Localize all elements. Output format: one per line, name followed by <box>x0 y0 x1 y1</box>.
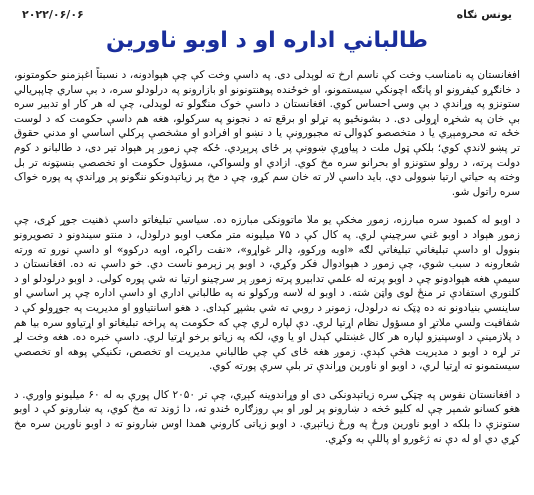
paragraph-2: د اوبو له کمبود سره مبارزه، زموږ مخکې یو ملا ماتوونکی مبارزه ده. سیاسي تبلیغاتو داسې ذهنیت جوړ کړی، چې زموږ هېواد د اوبو غني سرچینې لري. په کال کې د ۷۵ میلیونه متر مکعب اوبو درلودل، د منتو سیندونو د تصویرونو بنوول او داسې تبلیغاتي تبلیغاتي لګه «اوبه ورکوو، ډالر غواړو»، «نفت راکړه، اوبه درکوو» او داسې نورو ته ورته شعارونه د سبب شوي، چې زموږ د هېوادوال فکر وکړي، د اوبو پر زېرمو ناست دي. خو داسې نه ده. افغانستان د سیمې هغه هېوادونو چې د اوبو پرته له علمي تدابیرو پرته زموږ پر سرچینو ارتیا نه شي پوره کولی. د اوبو درلودلو او د کلنوري استفادې تر منځ لوی واټن شته. د اوبو له لاسه ورکولو نه په طالباني اداري او داسې اداره چې پر اساسي او ساینسي بنیادونو نه ده ډټک نه درلودل، زمونږ د روبي ته شي بشپړ کېدای. د هغو اسانتیاوو او مدیریت په جوړولو کې د شفافیت ولسي ملاتړ او مسؤول نظام اړتیا لري. دې لپاره لري چې که حکومت په پراخه تبلیغاتو او اړتیاوو سره بیا هم د پلازمینې د اوسپنیزو لپاره هر کال غښتلي کېدل او یا وي، لکه په زیاتو برخو اړتیا لري. داسې خبره ده. هغه وخت لړ تر لړه د اوبو د مدیریت هڅې کېدې. زموږ هغه ځای کې چې طالباني مدیریت او تخصص، تکنیکي پوهه او تخصصي سیستمونو ته اړتیا لري، د اوبو او ناورین وړاندې تر بلې سرې پورته کوي. <box>14 214 520 373</box>
paragraph-1: افغانستان په نامناسب وخت کې ناسم ارخ ته لوېدلی دی. په داسې وخت کې چې هېوادونه، د نسبتاً اغېزمنو حکومتونو، د خانګړو کیفرونو او پانګه اچونکي سیستمونو، او خوځنده پوهنتونونو او بازارونو په درلودلو سره، د بې ساري چاپېریالي ستونزو په وړاندې د بې وسۍ احساس کوي. افغانستان د داسې خوک منګولو ته لوېدلی، چې له هر کار او تدبیر سره بې خان په شخړه اړولی دی. د بشونځیو په تړلو او برقع ته د نجونو په سرکولو، هغه هم داسې حکومت که د لوست خځه ته محرومېږي یا د متخصصو کډوالۍ ته مجبورونې یا د نښو او افرادو او مشخصې پرکلي اساسي او مدني حقوق تر پښو لاندې کوي؛ بلکې ټول ملت د پیاوړې ښوونې پر ځای پرېږدي. ځکه چې زموږ پر هېواد تیر دی، د طالبانو د کوم دولت پرته، د رولو ستونزو او بحرانو سره مخ کوي. ازادي او ولسواکي، مسؤول حکومت او تخصصي بنسټونه تر بل وخته په حیاتي ارتیا ښوولی دي. باید داسې لار ته خان سم کړو، چې د مخ پر زیاتېدونکو ننګونو پر وړاندې په پوره خواک سره راتول شو. <box>14 69 520 198</box>
article-body <box>14 68 520 460</box>
publication-date: ۲۰۲۲/۰۶/۰۶ <box>22 8 84 21</box>
article-title: طالباني اداره او د اوبو ناورین <box>105 28 429 53</box>
author-name: یونس نګاه <box>456 8 512 21</box>
paragraph-3: د افغانستان نفوس په چټکۍ سره زیاتېدونکی دی او وړاندوینه کېږي، چې تر ۲۰۵۰ کال پورې به له ۶۰ میلیونو واوري. د هغو کسانو شمېر چې له کلیو څخه د ښارونو پر لور او بې روزګاره ځندو ته، دا ژوند ته مخ کوي، په ښارونو کې د اوبو ستونزې دا بلکه د اوبو ناورین ورځ په ورځ زیاتېږي. د اوبو زیاتی کاروني همدا اوس ښارونو ته د اوبو ناورین سره مخ کړي دي او له دې نه ژغورو او پاللې به وکړي. <box>14 388 521 445</box>
